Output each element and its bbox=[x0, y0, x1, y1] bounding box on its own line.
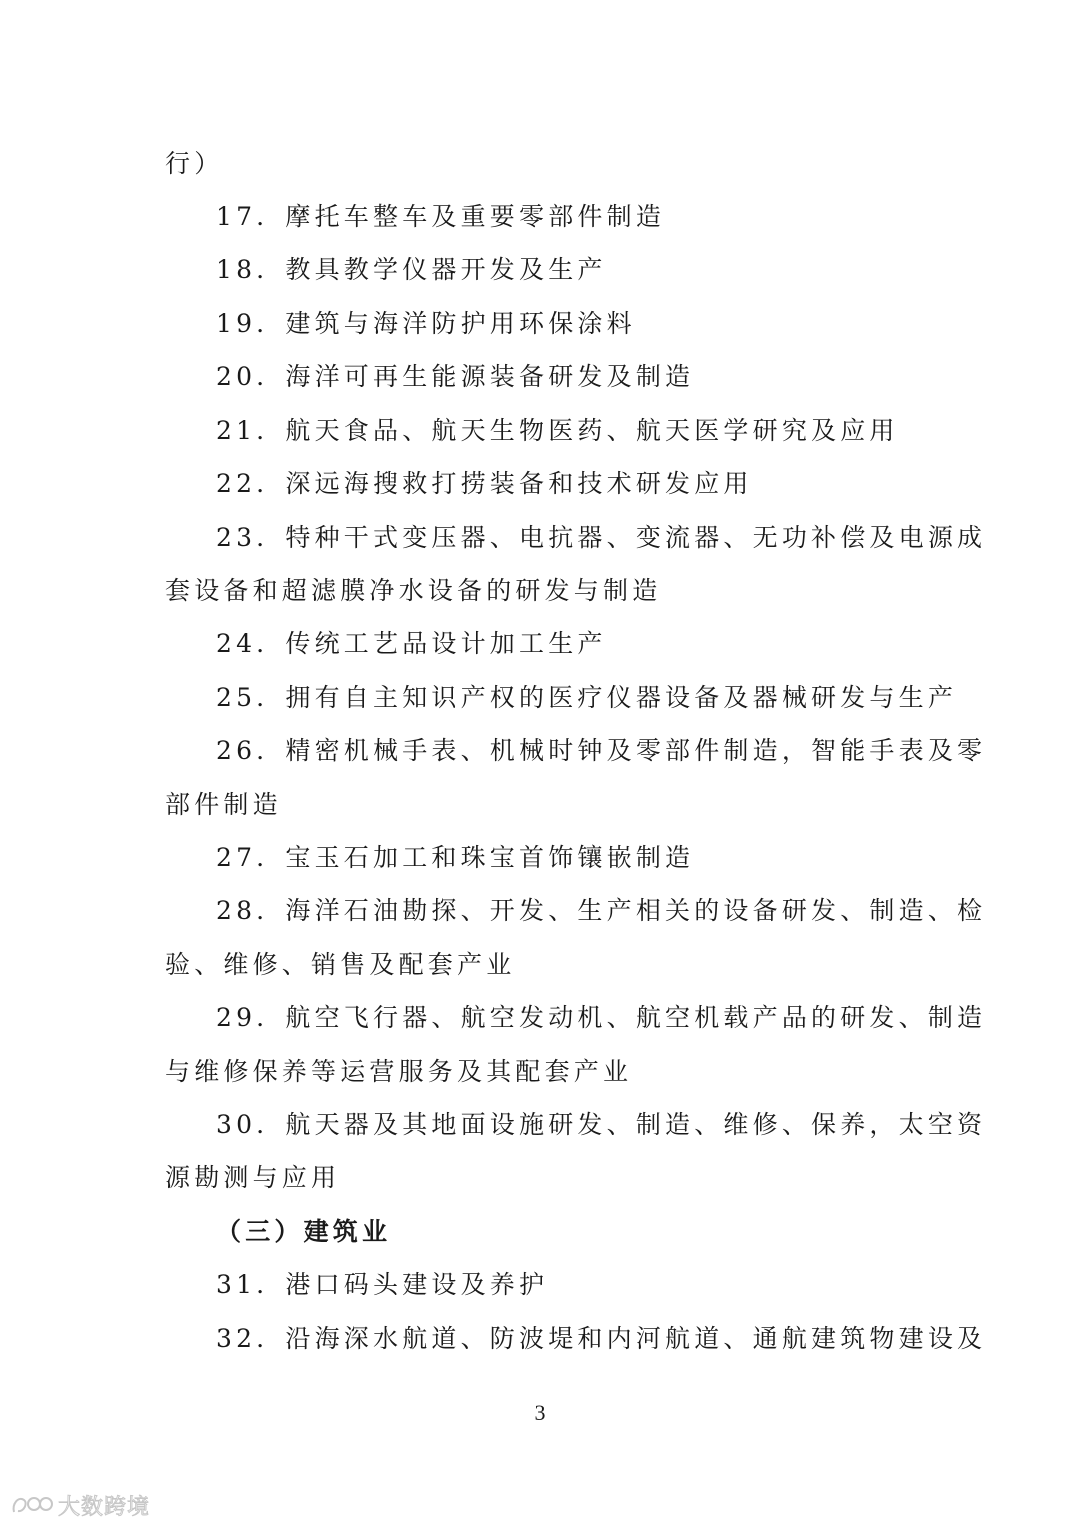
list-item-28-continuation: 验、维修、销售及配套产业 bbox=[165, 950, 516, 979]
list-item-17: 17．摩托车整车及重要零部件制造 bbox=[216, 202, 666, 231]
list-item-21: 21．航天食品、航天生物医药、航天医学研究及应用 bbox=[216, 416, 899, 445]
list-item-29-continuation: 与维修保养等运营服务及其配套产业 bbox=[165, 1057, 633, 1086]
list-item-23: 23．特种干式变压器、电抗器、变流器、无功补偿及电源成 bbox=[216, 523, 987, 552]
list-item-22: 22．深远海搜救打捞装备和技术研发应用 bbox=[216, 469, 753, 498]
section-heading-construction: （三）建筑业 bbox=[216, 1217, 392, 1246]
list-item-19: 19．建筑与海洋防护用环保涂料 bbox=[216, 309, 636, 338]
list-item-28: 28．海洋石油勘探、开发、生产相关的设备研发、制造、检 bbox=[216, 896, 987, 925]
list-item-23-continuation: 套设备和超滤膜净水设备的研发与制造 bbox=[165, 576, 662, 605]
watermark bbox=[10, 1490, 150, 1520]
list-item-30: 30．航天器及其地面设施研发、制造、维修、保养，太空资 bbox=[216, 1110, 987, 1139]
list-item-25: 25．拥有自主知识产权的医疗仪器设备及器械研发与生产 bbox=[216, 683, 958, 712]
list-item-26: 26．精密机械手表、机械时钟及零部件制造，智能手表及零 bbox=[216, 736, 987, 765]
text-line-continuation: 行） bbox=[165, 149, 224, 178]
list-item-27: 27．宝玉石加工和珠宝首饰镶嵌制造 bbox=[216, 843, 695, 872]
list-item-26-continuation: 部件制造 bbox=[165, 790, 282, 819]
watermark-logo-icon bbox=[10, 1492, 54, 1518]
list-item-20: 20．海洋可再生能源装备研发及制造 bbox=[216, 362, 695, 391]
list-item-29: 29．航空飞行器、航空发动机、航空机载产品的研发、制造 bbox=[216, 1003, 987, 1032]
list-item-30-continuation: 源勘测与应用 bbox=[165, 1163, 341, 1192]
watermark-text: 大数跨境 bbox=[58, 1494, 151, 1520]
list-item-32: 32．沿海深水航道、防波堤和内河航道、通航建筑物建设及 bbox=[216, 1324, 987, 1353]
list-item-18: 18．教具教学仪器开发及生产 bbox=[216, 255, 607, 284]
list-item-24: 24．传统工艺品设计加工生产 bbox=[216, 629, 607, 658]
page-number: 3 bbox=[534, 1400, 546, 1425]
list-item-31: 31．港口码头建设及养护 bbox=[216, 1270, 549, 1299]
